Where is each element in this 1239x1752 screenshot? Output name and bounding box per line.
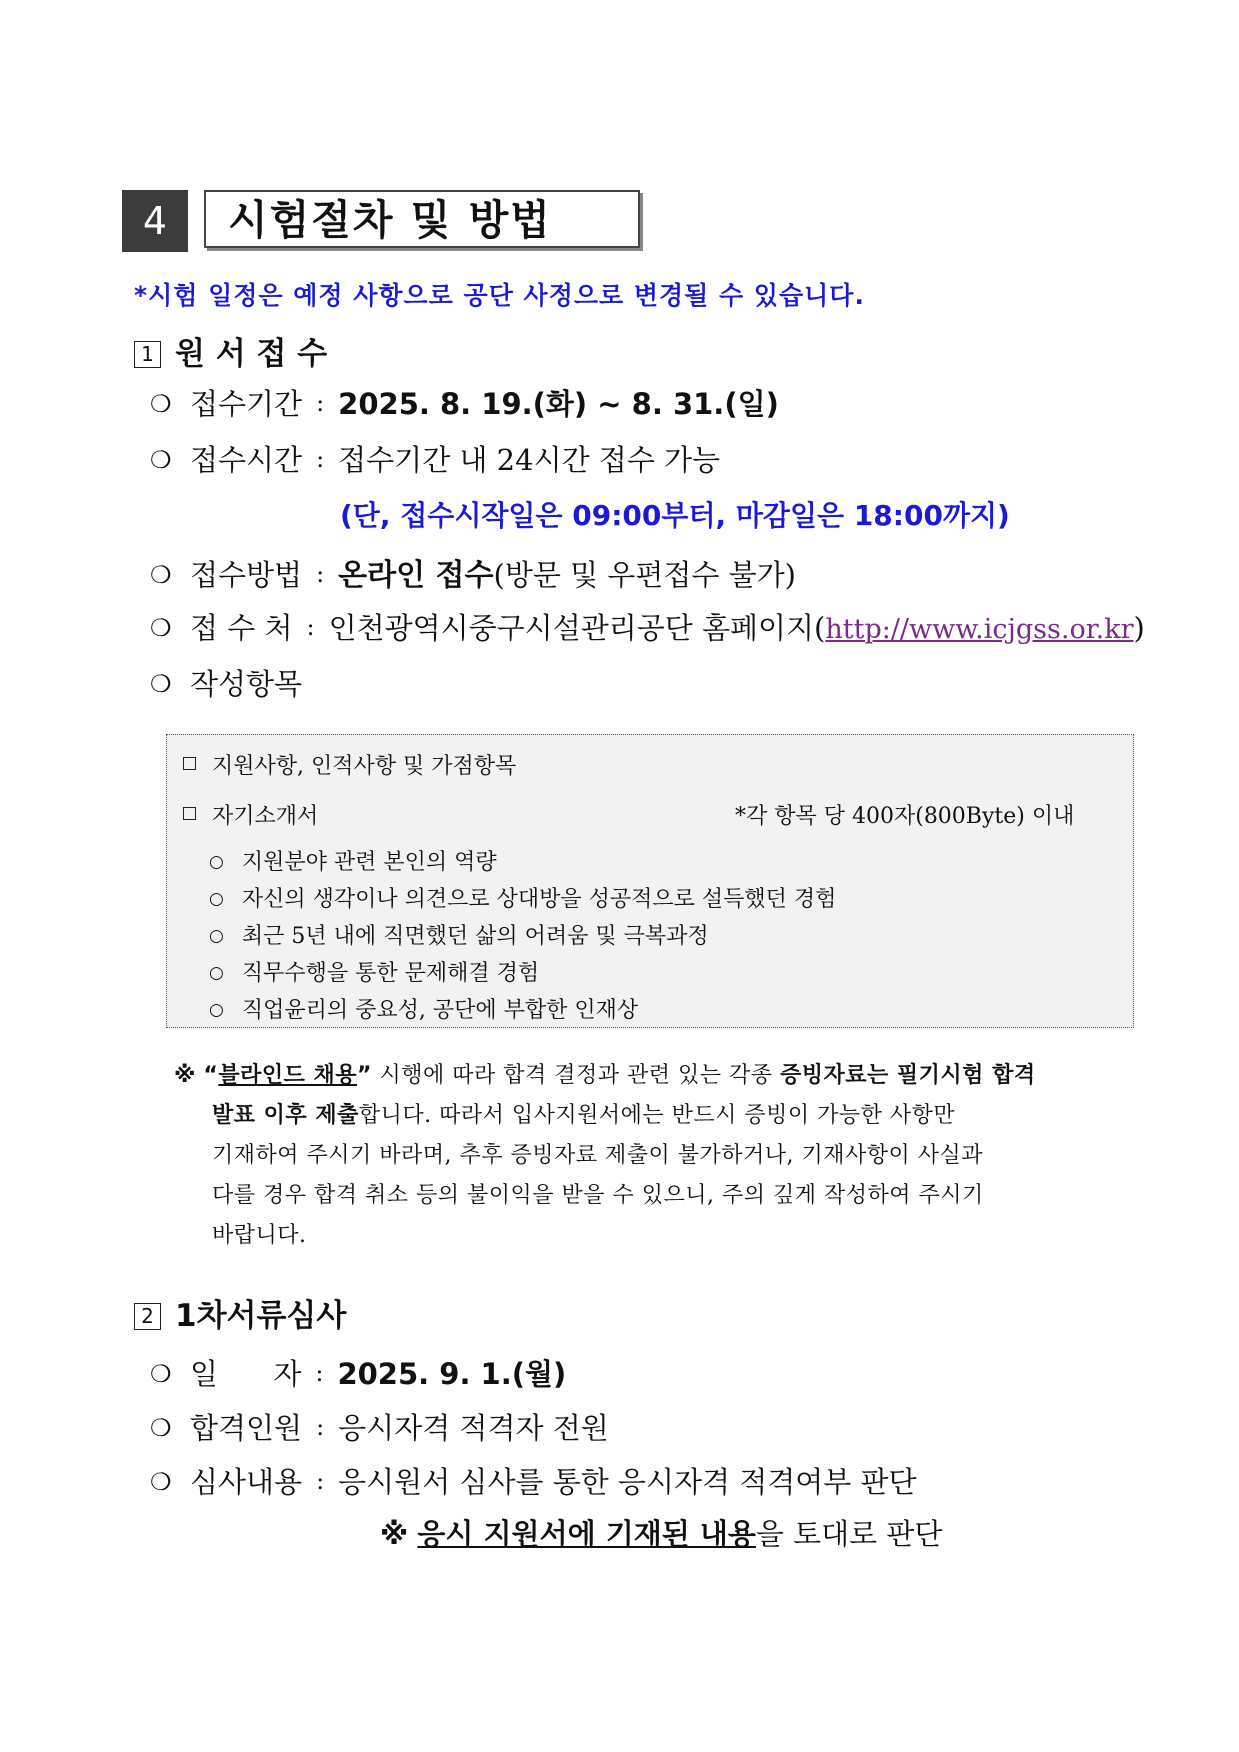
receipt-period-value: 2025. 8. 19.(화) ~ 8. 31.(일) bbox=[338, 387, 779, 421]
box-sub-item: ○ 직업윤리의 중요성, 공단에 부합한 인재상 bbox=[209, 998, 639, 1023]
receipt-period-row: ❍ 접수기간 : 2025. 8. 19.(화) ~ 8. 31.(일) bbox=[150, 387, 779, 421]
application-items-box bbox=[166, 734, 1134, 1028]
reference-mark-icon: ※ bbox=[380, 1517, 409, 1551]
small-circle-icon: ○ bbox=[209, 926, 224, 946]
receipt-heading: 1 원 서 접 수 bbox=[134, 328, 327, 373]
receipt-items-row: ❍ 작성항목 bbox=[150, 667, 303, 701]
box-item-self-intro: 자기소개서 bbox=[183, 799, 318, 830]
blind-hiring-term: 블라인드 채용 bbox=[218, 1063, 358, 1088]
box-item-application: 지원사항, 인적사항 및 가점항목 bbox=[183, 749, 516, 780]
homepage-link[interactable]: http://www.icjgss.or.kr bbox=[825, 614, 1134, 645]
circle-bullet-icon: ❍ bbox=[150, 561, 172, 589]
receipt-time-row: ❍ 접수시간 : 접수기간 내 24시간 접수 가능 bbox=[150, 443, 721, 477]
small-circle-icon: ○ bbox=[209, 852, 224, 872]
screening-date-row: ❍ 일 자 : 2025. 9. 1.(월) bbox=[150, 1357, 567, 1391]
small-circle-icon: ○ bbox=[209, 963, 224, 983]
circle-bullet-icon: ❍ bbox=[150, 1360, 172, 1388]
receipt-time-note: (단, 접수시작일은 09:00부터, 마감일은 18:00까지) bbox=[340, 499, 1010, 532]
section-number: 4 bbox=[122, 190, 188, 252]
circle-bullet-icon: ❍ bbox=[150, 1468, 172, 1496]
circle-bullet-icon: ❍ bbox=[150, 614, 172, 642]
circle-bullet-icon: ❍ bbox=[150, 446, 172, 474]
receipt-time-value: 접수기간 내 24시간 접수 가능 bbox=[338, 443, 721, 477]
blind-note-line1: ※ “블라인드 채용” 시행에 따라 합격 결정과 관련 있는 각종 증빙자료는 필기시험 합격 bbox=[174, 1063, 1036, 1088]
box-char-limit: *각 항목 당 400자(800Byte) 이내 bbox=[735, 804, 1075, 829]
blind-note-line2: 발표 이후 제출합니다. 따라서 입사지원서에는 반드시 증빙이 가능한 사항만 bbox=[212, 1103, 956, 1128]
box-sub-item: ○ 지원분야 관련 본인의 역량 bbox=[209, 850, 497, 875]
screening-date-value: 2025. 9. 1.(월) bbox=[337, 1357, 567, 1391]
screening-index-box: 2 bbox=[134, 1303, 161, 1330]
blind-note-line4: 다를 경우 합격 취소 등의 불이익을 받을 수 있으니, 주의 깊게 작성하여 주시기 bbox=[212, 1183, 984, 1208]
circle-bullet-icon: ❍ bbox=[150, 670, 172, 698]
box-sub-item: ○ 직무수행을 통한 문제해결 경험 bbox=[209, 961, 540, 986]
receipt-method-row: ❍ 접수방법 : 온라인 접수(방문 및 우편접수 불가) bbox=[150, 558, 796, 593]
box-sub-item: ○ 자신의 생각이나 의견으로 상대방을 성공적으로 설득했던 경험 bbox=[209, 887, 837, 912]
receipt-index-box: 1 bbox=[134, 341, 161, 368]
screening-pass-row: ❍ 합격인원 : 응시자격 적격자 전원 bbox=[150, 1411, 609, 1445]
square-bullet-icon bbox=[183, 757, 196, 770]
circle-bullet-icon: ❍ bbox=[150, 390, 172, 418]
box-sub-item: ○ 최근 5년 내에 직면했던 삶의 어려움 및 극복과정 bbox=[209, 924, 709, 949]
screening-content-row: ❍ 심사내용 : 응시원서 심사를 통한 응시자격 적격여부 판단 bbox=[150, 1465, 917, 1499]
section-title: 시험절차 및 방법 bbox=[204, 190, 640, 248]
small-circle-icon: ○ bbox=[209, 1000, 224, 1020]
receipt-place-row: ❍ 접 수 처 : 인천광역시중구시설관리공단 홈페이지(http://www.icjgss.or.kr) bbox=[150, 611, 1145, 645]
screening-note: ※ 응시 지원서에 기재된 내용을 토대로 판단 bbox=[380, 1517, 943, 1551]
square-bullet-icon bbox=[183, 807, 196, 820]
circle-bullet-icon: ❍ bbox=[150, 1414, 172, 1442]
small-circle-icon: ○ bbox=[209, 889, 224, 909]
blind-note-line5: 바랍니다. bbox=[212, 1223, 307, 1248]
reference-mark-icon: ※ bbox=[174, 1063, 196, 1088]
blind-note-line3: 기재하여 주시기 바라며, 추후 증빙자료 제출이 불가하거나, 기재사항이 사실과 bbox=[212, 1143, 983, 1168]
receipt-method-bold: 온라인 접수 bbox=[338, 558, 494, 593]
schedule-notice: *시험 일정은 예정 사항으로 공단 사정으로 변경될 수 있습니다. bbox=[134, 281, 865, 310]
screening-heading: 2 1차서류심사 bbox=[134, 1290, 346, 1335]
